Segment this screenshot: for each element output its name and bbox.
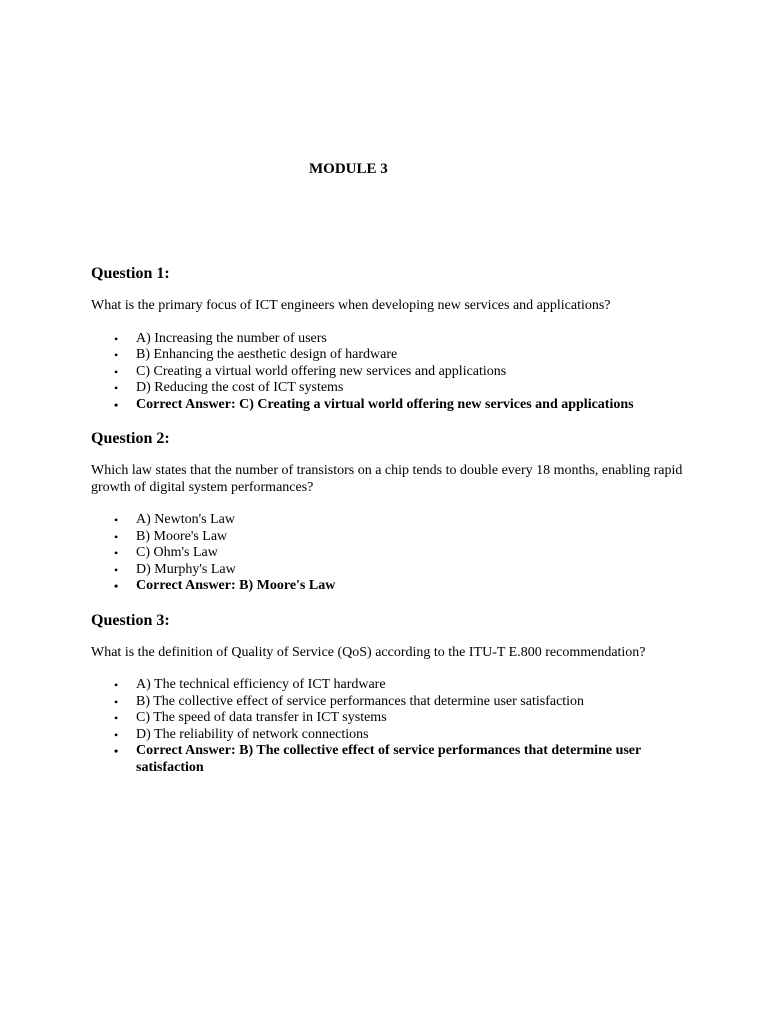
option-label: D) Murphy's Law	[136, 561, 236, 577]
bullet-icon: •	[114, 711, 119, 725]
bullet-icon: •	[114, 331, 119, 346]
correct-answer-label: Correct Answer: B) The collective effect of service performances that determine user satisfaction	[136, 743, 641, 775]
question-text: What is the definition of Quality of Service (QoS) according to the ITU-T E.800 recommendation?	[91, 644, 646, 660]
question-heading: Question 1:	[91, 265, 170, 282]
option-item	[91, 512, 691, 529]
question-2	[91, 429, 691, 595]
option-label: A) Newton's Law	[136, 512, 235, 527]
option-item	[91, 364, 691, 381]
option-list	[91, 512, 691, 595]
option-label: D) The reliability of network connections	[136, 726, 369, 742]
option-label: B) Moore's Law	[136, 528, 228, 544]
option-label: C) Creating a virtual world offering new services and applications	[136, 363, 507, 379]
correct-answer	[91, 397, 691, 414]
option-item	[91, 331, 691, 348]
question-text: What is the primary focus of ICT engineers when developing new services and applications?	[91, 298, 611, 313]
bullet-icon: •	[114, 744, 119, 758]
question-1	[91, 264, 691, 413]
bullet-icon: •	[114, 562, 119, 577]
option-item	[91, 529, 691, 546]
bullet-icon: •	[114, 579, 119, 593]
module-title: MODULE 3	[309, 161, 388, 177]
bullet-icon: •	[114, 546, 119, 560]
bullet-icon: •	[114, 381, 119, 395]
bullet-icon: •	[114, 678, 119, 692]
option-label: B) The collective effect of service performances that determine user satisfaction	[136, 693, 585, 709]
correct-answer	[91, 743, 691, 776]
option-label: A) The technical efficiency of ICT hardware	[136, 677, 386, 692]
option-item	[91, 727, 691, 744]
bullet-icon: •	[114, 364, 119, 379]
option-item	[91, 380, 691, 397]
option-item	[91, 545, 691, 562]
bullet-icon: •	[114, 348, 119, 362]
correct-answer-label: Correct Answer: B) Moore's Law	[136, 578, 336, 593]
bullet-icon: •	[114, 397, 119, 412]
bullet-icon: •	[114, 513, 119, 527]
question-3	[91, 611, 691, 777]
option-item	[91, 710, 691, 727]
question-list	[91, 264, 691, 776]
option-list	[91, 677, 691, 776]
question-heading: Question 2:	[91, 430, 170, 447]
option-item	[91, 694, 691, 711]
bullet-icon: •	[114, 529, 119, 544]
option-label: D) Reducing the cost of ICT systems	[136, 380, 344, 395]
bullet-icon: •	[114, 694, 119, 709]
option-label: C) The speed of data transfer in ICT systems	[136, 710, 387, 725]
option-label: C) Ohm's Law	[136, 545, 218, 560]
option-item	[91, 347, 691, 364]
option-item	[91, 562, 691, 579]
option-item	[91, 677, 691, 694]
bullet-icon: •	[114, 727, 119, 742]
option-label: B) Enhancing the aesthetic design of hardware	[136, 347, 398, 362]
question-heading: Question 3:	[91, 611, 170, 629]
correct-answer-label: Correct Answer: C) Creating a virtual world offering new services and applications	[136, 396, 634, 412]
question-text: Which law states that the number of transistors on a chip tends to double every 18 months, enabling rapid growth of digital system performances?	[91, 463, 683, 495]
correct-answer	[91, 578, 691, 595]
option-list	[91, 331, 691, 414]
option-label: A) Increasing the number of users	[136, 330, 327, 346]
